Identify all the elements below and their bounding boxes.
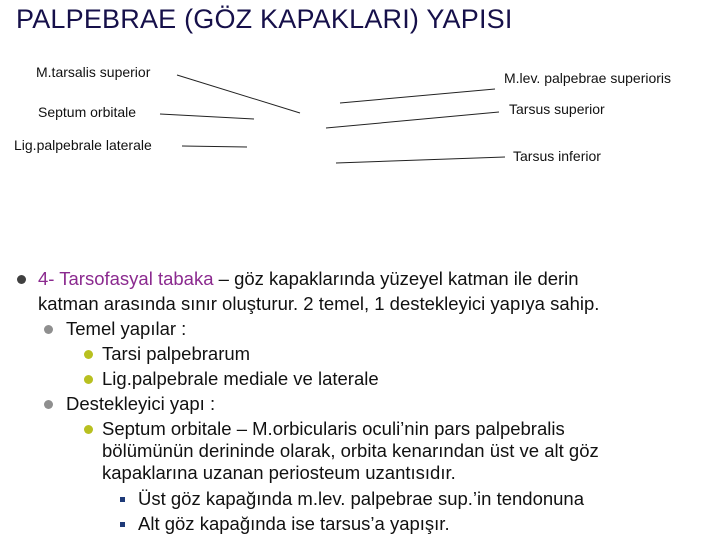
septum-text-line2: bölümünün derininde olarak, orbita kenarından üst ve alt göz <box>102 440 599 461</box>
label-lig-palpebrale-laterale: Lig.palpebrale laterale <box>14 137 152 153</box>
bullet-dot-icon <box>84 425 93 434</box>
square-bullet-icon <box>120 522 125 527</box>
square-bullet-icon <box>120 497 125 502</box>
temel-label: Temel yapılar : <box>66 318 187 339</box>
label-lev-palpebrae-superioris: M.lev. palpebrae superioris <box>504 70 672 86</box>
leader-line-tarsus-inferior <box>336 157 505 163</box>
septum-text-line1: Septum orbitale – M.orbicularis oculi’nin pars palpebralis <box>102 418 565 439</box>
bullet-dot-icon <box>44 325 53 334</box>
leader-line-tarsalis-superior <box>177 75 300 113</box>
temel-subitem-2 <box>14 366 714 391</box>
main-bullet-text: – göz kapaklarında yüzeyel katman ile derin <box>213 268 579 289</box>
temel-item <box>14 316 714 341</box>
main-bullet <box>14 266 714 316</box>
septum-subitem-2 <box>14 511 714 536</box>
main-bullet-heading: 4- Tarsofasyal tabaka <box>38 268 214 289</box>
leader-line-lig-palpebrale <box>182 146 247 147</box>
main-bullet-text-line2: katman arasında sınır oluşturur. 2 temel, 1 destekleyici yapıya sahip. <box>38 293 600 314</box>
destekleyici-label: Destekleyici yapı : <box>66 393 216 414</box>
leader-line-tarsus-superior <box>326 112 499 128</box>
leader-line-septum-orbitale <box>160 114 254 119</box>
septum-subitem-label: Üst göz kapağında m.lev. palpebrae sup.’in tendonuna <box>138 488 585 509</box>
page-title: PALPEBRAE (GÖZ KAPAKLARI) YAPISI <box>16 4 513 34</box>
leader-line-lev-palpebrae <box>340 89 495 103</box>
septum-subitem-label: Alt göz kapağında ise tarsus’a yapışır. <box>138 513 450 534</box>
content-body <box>14 266 714 536</box>
septum-item <box>14 418 714 484</box>
temel-subitem-1 <box>14 341 714 366</box>
label-tarsalis-superior: M.tarsalis superior <box>36 64 151 80</box>
septum-subitem-1 <box>14 486 714 511</box>
bullet-dot-icon <box>44 400 53 409</box>
bullet-dot-icon <box>84 350 93 359</box>
label-septum-orbitale: Septum orbitale <box>38 104 137 120</box>
destekleyici-item <box>14 391 714 416</box>
label-tarsus-superior: Tarsus superior <box>509 101 605 117</box>
label-tarsus-inferior: Tarsus inferior <box>513 148 601 164</box>
temel-subitem-label: Tarsi palpebrarum <box>102 343 251 364</box>
bullet-dot-icon <box>17 275 26 284</box>
bullet-dot-icon <box>84 375 93 384</box>
septum-text-line3: kapaklarına uzanan periosteum uzantısıdır. <box>102 462 456 483</box>
temel-subitem-label: Lig.palpebrale mediale ve laterale <box>102 368 379 389</box>
